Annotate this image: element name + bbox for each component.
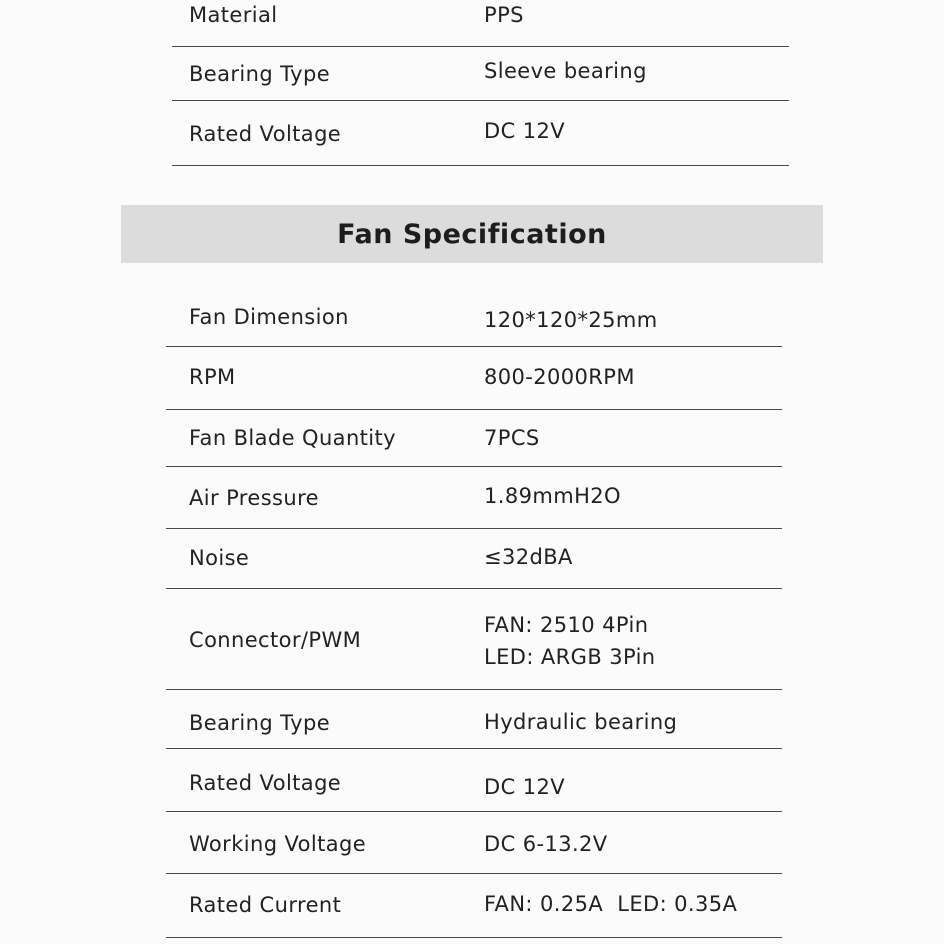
spec-value: FAN: 2510 4Pin bbox=[484, 613, 649, 637]
spec-row-connector-pwm bbox=[166, 589, 782, 690]
spec-value: PPS bbox=[484, 3, 524, 27]
spec-label: Fan Blade Quantity bbox=[189, 426, 396, 450]
spec-row-bearing-type bbox=[166, 690, 782, 749]
spec-row-rpm bbox=[166, 347, 782, 410]
spec-row-working-voltage bbox=[166, 812, 782, 874]
spec-value: FAN: 0.25A LED: 0.35A bbox=[484, 892, 738, 916]
spec-value: Hydraulic bearing bbox=[484, 710, 678, 734]
spec-label: Noise bbox=[189, 546, 250, 570]
spec-label: Rated Voltage bbox=[189, 122, 342, 146]
spec-label: Fan Dimension bbox=[189, 305, 349, 329]
spec-label: Material bbox=[189, 3, 278, 27]
spec-value: 7PCS bbox=[484, 426, 540, 450]
spec-label: Air Pressure bbox=[189, 486, 319, 510]
spec-value: 120*120*25mm bbox=[484, 308, 658, 332]
spec-row-bearing-type bbox=[172, 47, 789, 101]
spec-label: RPM bbox=[189, 365, 236, 389]
spec-value: 800-2000RPM bbox=[484, 365, 635, 389]
spec-row-air-pressure bbox=[166, 467, 782, 529]
spec-label: Bearing Type bbox=[189, 711, 331, 735]
spec-row-fan-dimension bbox=[166, 290, 782, 347]
spec-row-rated-voltage bbox=[166, 749, 782, 812]
section-title: Fan Specification bbox=[121, 205, 823, 263]
spec-value: 1.89mmH2O bbox=[484, 484, 621, 508]
spec-row-material bbox=[172, 0, 789, 47]
spec-label: Rated Voltage bbox=[189, 771, 342, 795]
spec-row-noise bbox=[166, 529, 782, 589]
spec-value-line2: LED: ARGB 3Pin bbox=[484, 645, 656, 669]
spec-value: DC 12V bbox=[484, 119, 565, 143]
spec-label: Rated Current bbox=[189, 893, 342, 917]
spec-value: DC 12V bbox=[484, 775, 565, 799]
spec-row-fan-blade-quantity bbox=[166, 410, 782, 467]
spec-row-rated-voltage bbox=[172, 101, 789, 166]
spec-value: Sleeve bearing bbox=[484, 59, 647, 83]
spec-value: DC 6-13.2V bbox=[484, 832, 608, 856]
spec-label: Working Voltage bbox=[189, 832, 367, 856]
spec-label: Connector/PWM bbox=[189, 628, 362, 652]
spec-row-rated-current bbox=[166, 874, 782, 938]
spec-label: Bearing Type bbox=[189, 62, 331, 86]
spec-value: ≤32dBA bbox=[484, 545, 573, 569]
